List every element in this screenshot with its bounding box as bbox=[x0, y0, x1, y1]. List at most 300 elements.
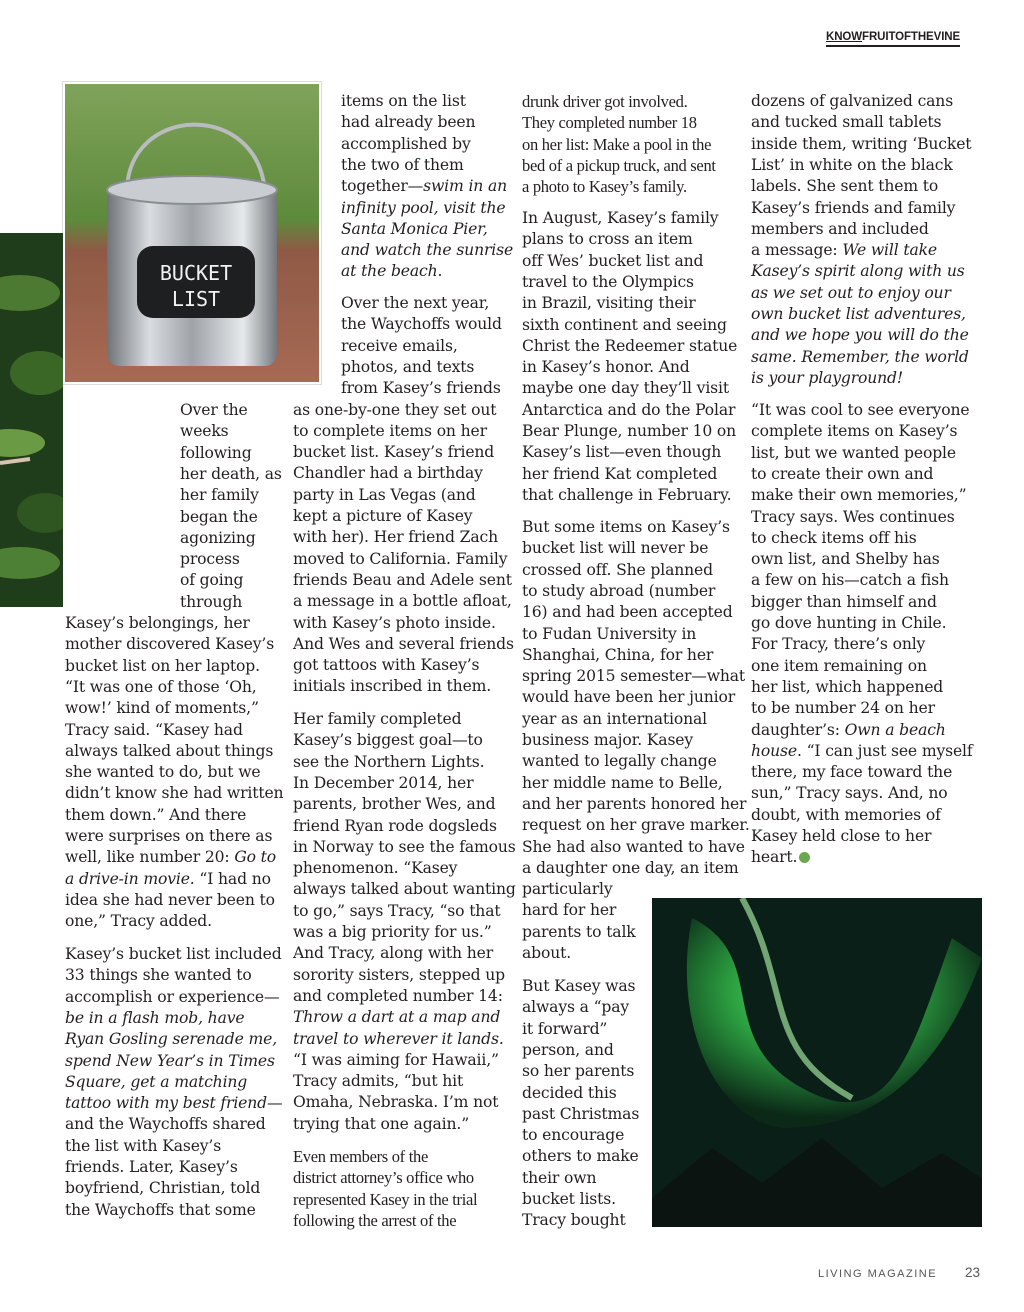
text-run: always a “pay bbox=[522, 998, 630, 1017]
text-line bbox=[522, 336, 737, 357]
text-run: a photo to Kasey’s family. bbox=[522, 177, 687, 197]
text-line bbox=[522, 91, 687, 112]
text-run: But Kasey was bbox=[522, 977, 636, 995]
text-run: to Fudan University in bbox=[522, 624, 697, 643]
italic-text: a drive-in movie. bbox=[65, 869, 195, 888]
text-line bbox=[293, 922, 492, 943]
text-line bbox=[522, 645, 713, 666]
italic-text: Ryan Gosling serenade me, bbox=[65, 1030, 278, 1049]
bucket-label-line1: BUCKET bbox=[159, 261, 233, 285]
text-run: to be number 24 on her bbox=[751, 699, 935, 718]
italic-text: house bbox=[751, 741, 797, 760]
text-run: got tattoos with Kasey’s bbox=[293, 656, 480, 675]
text-run: “I was aiming for Hawaii,” bbox=[293, 1050, 499, 1069]
text-line bbox=[751, 592, 937, 613]
text-line bbox=[65, 1029, 277, 1050]
text-line bbox=[751, 368, 903, 389]
text-line bbox=[341, 155, 464, 176]
text-run: bucket list on her laptop. bbox=[65, 656, 260, 675]
italic-text: Santa Monica Pier, bbox=[341, 219, 488, 238]
text-run: past Christmas bbox=[522, 1104, 640, 1123]
text-line bbox=[180, 549, 240, 570]
text-line bbox=[522, 251, 703, 272]
text-run: the Waychoffs would bbox=[341, 315, 502, 334]
text-run: drunk driver got involved. bbox=[522, 92, 688, 111]
section-name: FRUITOFTHEVINE bbox=[862, 31, 961, 43]
text-run: district attorney’s office who bbox=[293, 1168, 474, 1188]
italic-text: and we hope you will do the bbox=[751, 326, 969, 345]
text-run: together— bbox=[341, 177, 424, 196]
text-run: bucket lists. bbox=[522, 1190, 616, 1208]
text-run: to encourage bbox=[522, 1126, 625, 1145]
italic-text: travel to wherever it lands. bbox=[293, 1029, 504, 1048]
text-run: that challenge in February. bbox=[522, 485, 732, 504]
text-run: to create their own and bbox=[751, 464, 934, 483]
text-line bbox=[65, 911, 212, 932]
text-run: bucket list will never be bbox=[522, 539, 709, 558]
text-line bbox=[293, 1029, 504, 1050]
text-line bbox=[522, 517, 730, 538]
text-run: labels. She sent them to bbox=[751, 177, 939, 196]
text-run: wanted to legally change bbox=[522, 752, 717, 771]
bucket-label-line2: LIST bbox=[171, 287, 221, 311]
text-run: And Wes and several friends bbox=[293, 634, 514, 653]
text-line bbox=[293, 527, 498, 548]
text-line bbox=[522, 815, 750, 836]
text-line bbox=[293, 1146, 428, 1167]
text-run: request on her grave marker. bbox=[522, 816, 750, 835]
italic-text: infinity pool, visit the bbox=[341, 198, 506, 217]
text-run: Kasey held close to her bbox=[751, 827, 932, 845]
text-line bbox=[65, 1093, 282, 1114]
italic-text: Go to bbox=[234, 848, 277, 867]
text-run: her middle name to Belle, bbox=[522, 773, 723, 792]
text-line bbox=[65, 677, 257, 698]
text-line bbox=[522, 1125, 624, 1146]
text-line bbox=[293, 421, 487, 442]
text-line bbox=[522, 421, 736, 442]
text-run: In August, Kasey’s family bbox=[522, 209, 719, 227]
text-line bbox=[522, 293, 696, 314]
text-line bbox=[751, 783, 948, 804]
text-line bbox=[751, 485, 966, 506]
text-run: accomplish or experience— bbox=[65, 987, 280, 1006]
text-run: on her list: Make a pool in the bbox=[522, 134, 712, 154]
text-line bbox=[522, 687, 735, 708]
text-line bbox=[65, 1114, 266, 1135]
text-line bbox=[180, 570, 243, 591]
text-line bbox=[293, 463, 483, 484]
text-line bbox=[65, 1072, 247, 1093]
text-run: maybe one day they’ll visit bbox=[522, 379, 729, 398]
text-run: Over the bbox=[180, 401, 248, 419]
text-line bbox=[522, 900, 616, 921]
text-line bbox=[341, 176, 507, 197]
text-line bbox=[180, 528, 256, 549]
italic-text: Own a beach bbox=[844, 720, 946, 739]
italic-text: Kasey’s spirit along with us bbox=[751, 262, 965, 281]
text-run: bigger than himself and bbox=[751, 592, 937, 611]
text-line bbox=[65, 762, 260, 783]
text-line bbox=[751, 528, 917, 549]
text-line bbox=[65, 1157, 238, 1178]
text-line bbox=[65, 847, 276, 868]
italic-text: at the beach bbox=[341, 262, 438, 281]
text-line bbox=[522, 464, 717, 485]
text-line bbox=[180, 443, 252, 464]
text-line bbox=[293, 965, 505, 986]
text-run: one item remaining on bbox=[751, 656, 927, 675]
text-line bbox=[293, 730, 483, 751]
text-run: sun,” Tracy says. And, no bbox=[751, 784, 948, 803]
text-line bbox=[522, 378, 729, 399]
text-line bbox=[341, 198, 505, 219]
text-run: would have been her junior bbox=[522, 688, 736, 707]
text-line bbox=[751, 698, 935, 719]
text-run: Kasey’s belongings, her bbox=[65, 614, 250, 632]
text-run: Kasey’s friends and family bbox=[751, 198, 956, 217]
text-run: was a big priority for us.” bbox=[293, 923, 492, 941]
text-line bbox=[293, 400, 496, 421]
text-run: Even members of the bbox=[293, 1147, 428, 1166]
text-run: from Kasey’s friends bbox=[341, 379, 501, 398]
text-run: crossed off. She planned bbox=[522, 560, 713, 579]
text-line bbox=[65, 698, 259, 719]
text-run: Kasey’s biggest goal—to bbox=[293, 731, 483, 750]
text-line bbox=[522, 400, 735, 421]
text-run: so her parents bbox=[522, 1062, 635, 1081]
text-run: in Kasey’s honor. And bbox=[522, 358, 690, 377]
text-run: hard for her bbox=[522, 901, 617, 920]
text-run: process bbox=[180, 550, 240, 569]
text-line bbox=[751, 677, 943, 698]
text-line bbox=[293, 752, 484, 773]
text-run: phenomenon. “Kasey bbox=[293, 859, 458, 878]
text-line bbox=[522, 1146, 639, 1167]
text-line bbox=[751, 826, 931, 847]
text-line bbox=[751, 304, 966, 325]
text-run: her friend Kat completed bbox=[522, 464, 718, 483]
text-line bbox=[751, 443, 956, 464]
text-run: year as an international bbox=[522, 709, 707, 728]
text-line bbox=[751, 325, 969, 346]
text-run: For Tracy, there’s only bbox=[751, 635, 926, 654]
text-line bbox=[751, 261, 965, 282]
text-line bbox=[522, 602, 733, 623]
text-run: represented Kasey in the trial bbox=[293, 1189, 478, 1209]
text-line bbox=[341, 219, 488, 240]
text-line bbox=[751, 570, 949, 591]
text-line bbox=[522, 922, 636, 943]
text-run: heart. bbox=[751, 848, 798, 867]
text-line bbox=[65, 987, 279, 1008]
text-line bbox=[522, 879, 613, 900]
text-line bbox=[65, 944, 282, 965]
text-line bbox=[341, 378, 501, 399]
text-run: Antarctica and do the Polar bbox=[522, 400, 736, 419]
text-run: Over the next year, bbox=[341, 294, 490, 312]
text-run: to check items off his bbox=[751, 528, 917, 547]
text-run: list, but we wanted people bbox=[751, 443, 956, 462]
text-line bbox=[522, 1061, 634, 1082]
italic-text: tattoo with my best friend bbox=[65, 1094, 267, 1113]
text-line bbox=[341, 357, 474, 378]
text-line bbox=[522, 751, 717, 772]
text-run: — bbox=[267, 1094, 283, 1113]
text-run: “It was one of those ‘Oh, bbox=[65, 677, 257, 696]
text-run: weeks bbox=[180, 422, 229, 441]
text-run: Christ the Redeemer statue bbox=[522, 336, 738, 355]
text-line bbox=[522, 666, 745, 687]
text-line bbox=[293, 1050, 499, 1071]
text-run: as one-by-one they set out bbox=[293, 400, 497, 419]
text-run: in Norway to see the famous bbox=[293, 837, 516, 856]
text-run: daughter’s: bbox=[751, 720, 845, 739]
text-run: go dove hunting in Chile. bbox=[751, 614, 947, 632]
text-run: sixth continent and seeing bbox=[522, 315, 727, 334]
text-line bbox=[522, 709, 707, 730]
text-run: their own bbox=[522, 1168, 597, 1187]
text-line bbox=[522, 943, 571, 964]
text-run: them down.” And there bbox=[65, 805, 247, 824]
text-line bbox=[65, 965, 252, 986]
text-line bbox=[522, 538, 708, 559]
text-run: following the arrest of the bbox=[293, 1210, 457, 1230]
text-line bbox=[293, 570, 512, 591]
italic-text: and watch the sunrise bbox=[341, 241, 514, 260]
text-run: Shanghai, China, for her bbox=[522, 645, 714, 664]
text-run: boyfriend, Christian, told bbox=[65, 1179, 261, 1198]
text-run: friend Ryan rode dogsleds bbox=[293, 816, 497, 835]
text-line bbox=[751, 219, 929, 240]
text-line bbox=[751, 507, 955, 528]
text-run: to go,” says Tracy, “so that bbox=[293, 901, 501, 920]
text-run: friends. Later, Kasey’s bbox=[65, 1158, 238, 1176]
text-run: Her family completed bbox=[293, 710, 462, 728]
text-line bbox=[751, 762, 952, 783]
text-line bbox=[751, 634, 925, 655]
text-run: agonizing bbox=[180, 528, 256, 547]
text-line bbox=[522, 134, 711, 155]
text-run: “I had no bbox=[194, 869, 271, 888]
text-run: inside them, writing ‘Bucket bbox=[751, 134, 972, 153]
text-line bbox=[293, 676, 491, 697]
text-run: moved to California. Family bbox=[293, 549, 508, 568]
text-run: it forward” bbox=[522, 1019, 608, 1038]
text-run: the Waychoffs that some bbox=[65, 1200, 256, 1219]
text-line bbox=[293, 816, 497, 837]
text-line bbox=[751, 112, 941, 133]
text-line bbox=[293, 794, 495, 815]
text-line bbox=[522, 315, 727, 336]
text-run: to complete items on her bbox=[293, 421, 487, 440]
text-run: wow!’ kind of moments,” bbox=[65, 699, 259, 718]
text-run: Omaha, Nebraska. I’m not bbox=[293, 1093, 499, 1112]
text-line bbox=[751, 400, 969, 421]
text-run: 16) and had been accepted bbox=[522, 603, 733, 622]
text-run: well, like number 20: bbox=[65, 848, 235, 867]
text-line bbox=[65, 720, 243, 741]
text-line bbox=[522, 773, 723, 794]
text-run: 33 things she wanted to bbox=[65, 966, 252, 985]
text-line bbox=[293, 591, 512, 612]
text-run: following bbox=[180, 443, 252, 462]
text-line bbox=[180, 592, 242, 613]
text-line bbox=[293, 901, 500, 922]
text-line bbox=[65, 634, 274, 655]
text-run: sorority sisters, stepped up bbox=[293, 965, 506, 984]
text-line bbox=[65, 613, 250, 634]
text-line bbox=[65, 783, 283, 804]
text-run: In December 2014, her bbox=[293, 773, 474, 792]
text-run: And Tracy, along with her bbox=[293, 944, 494, 963]
text-run: List’ in white on the black bbox=[751, 155, 953, 174]
text-line bbox=[341, 314, 502, 335]
text-line bbox=[65, 890, 275, 911]
text-line bbox=[751, 283, 951, 304]
text-run: didn’t know she had written bbox=[65, 784, 284, 803]
text-line bbox=[751, 155, 953, 176]
text-line bbox=[522, 1019, 607, 1040]
text-line bbox=[293, 655, 479, 676]
text-line bbox=[522, 442, 721, 463]
text-line bbox=[341, 293, 489, 314]
magazine-name: LIVING MAGAZINE bbox=[818, 1268, 938, 1280]
text-run: complete items on Kasey’s bbox=[751, 422, 958, 441]
text-run: Bear Plunge, number 10 on bbox=[522, 422, 737, 440]
text-run: always talked about wanting bbox=[293, 880, 516, 899]
foliage-photo bbox=[0, 233, 63, 607]
text-run: and the Waychoffs shared bbox=[65, 1115, 266, 1134]
text-run: members and included bbox=[751, 219, 929, 238]
text-run: Chandler had a birthday bbox=[293, 464, 483, 483]
text-run: a few on his—catch a fish bbox=[751, 571, 949, 590]
text-line bbox=[751, 176, 938, 197]
text-line bbox=[751, 347, 969, 368]
bucket-list-photo bbox=[63, 82, 321, 384]
text-run: But some items on Kasey’s bbox=[522, 518, 730, 536]
text-run: party in Las Vegas (and bbox=[293, 485, 476, 504]
italic-text: spend New Year’s in Times bbox=[65, 1051, 275, 1070]
text-run: own list, and Shelby has bbox=[751, 550, 940, 569]
text-run: to study abroad (number bbox=[522, 581, 716, 600]
text-line bbox=[751, 656, 927, 677]
text-line bbox=[522, 357, 690, 378]
text-line bbox=[751, 847, 810, 868]
text-line bbox=[341, 240, 513, 261]
text-line bbox=[522, 155, 716, 176]
text-line bbox=[522, 1040, 614, 1061]
text-run: were surprises on there as bbox=[65, 827, 273, 845]
text-run: doubt, with memories of bbox=[751, 805, 941, 824]
text-line bbox=[522, 112, 697, 133]
text-line bbox=[180, 400, 248, 421]
text-line bbox=[522, 837, 745, 858]
text-run: make their own memories,” bbox=[751, 486, 967, 505]
end-mark-icon bbox=[799, 852, 810, 863]
text-line bbox=[522, 624, 696, 645]
text-run: see the Northern Lights. bbox=[293, 752, 485, 771]
text-line bbox=[341, 91, 466, 112]
text-line bbox=[293, 773, 473, 794]
italic-text: own bucket list adventures, bbox=[751, 305, 966, 323]
text-run: Kasey’s bucket list included bbox=[65, 945, 282, 963]
page-number: 23 bbox=[965, 1265, 981, 1280]
text-line bbox=[293, 709, 461, 730]
text-line bbox=[65, 1200, 256, 1221]
italic-text: swim in an bbox=[423, 177, 508, 196]
text-line bbox=[341, 261, 442, 282]
text-line bbox=[522, 730, 693, 751]
text-run: a daughter one day, an item bbox=[522, 858, 739, 877]
text-line bbox=[293, 506, 472, 527]
text-line bbox=[522, 1189, 616, 1210]
text-line bbox=[180, 421, 229, 442]
text-line bbox=[751, 91, 953, 112]
text-line bbox=[522, 581, 715, 602]
text-line bbox=[65, 656, 260, 677]
northern-lights-photo bbox=[652, 898, 982, 1227]
text-line bbox=[293, 1092, 498, 1113]
text-line bbox=[522, 858, 739, 879]
text-line bbox=[751, 134, 971, 155]
text-line bbox=[751, 613, 946, 634]
text-line bbox=[293, 1071, 463, 1092]
text-line bbox=[293, 634, 514, 655]
text-run: Tracy admits, “but hit bbox=[293, 1072, 464, 1091]
text-run: and tucked small tablets bbox=[751, 113, 942, 132]
text-line bbox=[293, 442, 494, 463]
text-line bbox=[751, 198, 955, 219]
italic-text: Throw a dart at a map and bbox=[293, 1008, 501, 1027]
text-line bbox=[293, 837, 516, 858]
text-line bbox=[293, 485, 476, 506]
text-line bbox=[180, 485, 259, 506]
text-line bbox=[65, 741, 273, 762]
text-run: travel to the Olympics bbox=[522, 272, 694, 291]
text-run: “It was cool to see everyone bbox=[751, 401, 970, 419]
text-run: her list, which happened bbox=[751, 677, 944, 696]
text-run: in Brazil, visiting their bbox=[522, 294, 696, 313]
text-run: the two of them bbox=[341, 155, 464, 174]
text-line bbox=[522, 272, 694, 293]
text-line bbox=[180, 507, 258, 528]
text-run: bed of a pickup truck, and sent bbox=[522, 155, 716, 175]
text-run: off Wes’ bucket list and bbox=[522, 251, 704, 270]
text-run: mother discovered Kasey’s bbox=[65, 635, 275, 654]
text-line bbox=[522, 176, 687, 197]
text-line bbox=[522, 1083, 617, 1104]
text-run: Kasey’s list—even though bbox=[522, 443, 722, 462]
text-line bbox=[341, 112, 475, 133]
text-run: bucket list. Kasey’s friend bbox=[293, 443, 495, 462]
italic-text: We will take bbox=[842, 241, 937, 260]
text-run: parents, brother Wes, and bbox=[293, 795, 496, 814]
text-run: her death, as bbox=[180, 464, 282, 483]
italic-text: as we set out to enjoy our bbox=[751, 283, 951, 302]
text-line bbox=[341, 134, 471, 155]
text-run: through bbox=[180, 592, 243, 611]
text-run: she wanted to do, but we bbox=[65, 763, 261, 782]
text-line bbox=[65, 1178, 260, 1199]
text-run: began the bbox=[180, 507, 258, 526]
text-line bbox=[751, 741, 973, 762]
text-line bbox=[293, 943, 493, 964]
text-run: accomplished by bbox=[341, 134, 471, 153]
text-line bbox=[293, 879, 516, 900]
text-line bbox=[293, 858, 457, 879]
text-run: initials inscribed in them. bbox=[293, 677, 492, 696]
